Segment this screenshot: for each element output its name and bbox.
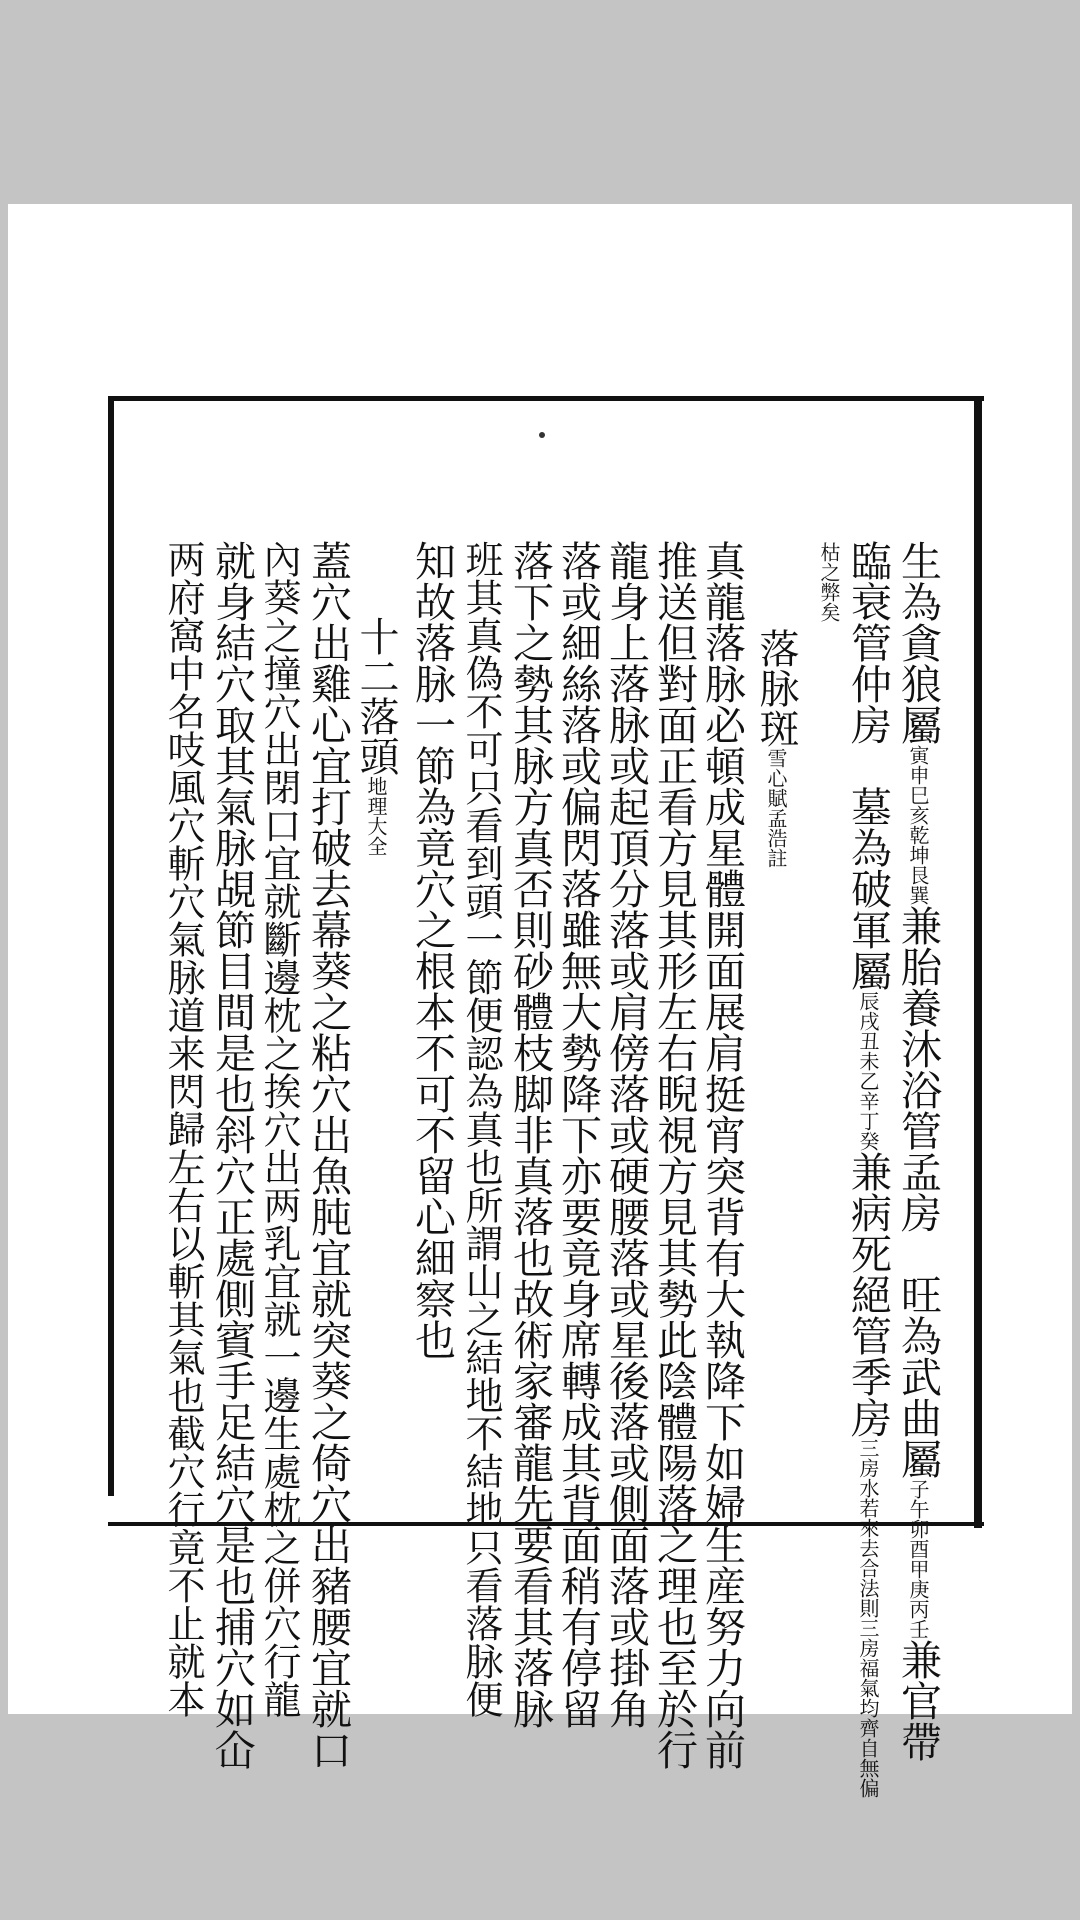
inline-note: 子午卯酉甲庚丙壬 <box>906 1479 930 1639</box>
column-text: 班其真偽不可只看到頭一節便認為真也所謂山之結地不結地只看落脉便 <box>459 540 503 1718</box>
column-text: 生為貪狼屬 <box>894 540 942 745</box>
column-text: 就身結穴取其氣脉覘節目間是也斜穴正處側賓手足結穴是也捕穴如仚 <box>208 540 256 1770</box>
text-column-5 <box>700 540 744 1770</box>
column-text: 兼官帶 <box>894 1639 942 1762</box>
section-title: 落脉斑 <box>753 628 799 748</box>
text-column-16 <box>162 540 203 1718</box>
text-column-3 <box>818 542 840 622</box>
text-column-7 <box>604 540 648 1729</box>
text-column-11 <box>410 540 454 1360</box>
column-text: 內葵之撞穴出閉口宜就斷邊枕之挨穴出两乳宜就一邊生處枕之併穴行龍 <box>257 540 301 1718</box>
section-heading-2 <box>354 616 398 856</box>
column-text: 落或細絲落或偏閃落雖無大勢降下亦要竟身席轉成其背面稍有停留 <box>554 540 602 1729</box>
column-text: 兼胎養沐浴管孟房 旺為武曲屬 <box>894 905 942 1479</box>
inline-note: 寅申巳亥乾坤艮巽 <box>906 745 930 905</box>
inline-note: 枯之弊矣 <box>817 542 841 622</box>
text-column-15 <box>210 540 254 1770</box>
text-column-9 <box>508 540 552 1729</box>
section-heading-1 <box>754 628 798 868</box>
text-column-13 <box>306 540 350 1770</box>
section-author: 雪心賦孟浩註 <box>764 748 788 868</box>
inline-note: 辰戌丑未乙辛丁癸 <box>856 991 880 1151</box>
frame-top-border <box>108 396 984 401</box>
column-text: 推送但對面正看方見其形左右睨視方見其勢此陰體陽落之理也至於行 <box>650 540 698 1770</box>
column-text: 两府窩中名吱風穴斬穴氣脉道来閃歸左右以斬其氣也截穴行竟不止就本 <box>161 540 205 1718</box>
column-text: 臨衰管仲房 墓為破軍屬 <box>844 540 892 991</box>
column-text: 知故落脉一節為竟穴之根本不可不留心細察也 <box>408 540 456 1360</box>
text-column-1 <box>896 540 940 1762</box>
text-column-2 <box>846 540 890 1798</box>
column-text: 蓋穴出雞心宜打破去幕葵之粘穴出魚肫宜就突葵之倚穴出豬腰宜就口 <box>304 540 352 1770</box>
column-text: 真龍落脉必頓成星體開面展肩挺宵突背有大執降下如婦生産努力向前 <box>698 540 746 1770</box>
text-column-6 <box>652 540 696 1770</box>
column-text: 龍身上落脉或起頂分落或肩傍落或硬腰落或星後落或側面落或掛角 <box>602 540 650 1729</box>
text-column-8 <box>556 540 600 1729</box>
frame-right-border <box>974 396 982 1528</box>
text-column-14 <box>258 540 299 1718</box>
section-author: 地理大全 <box>364 776 388 856</box>
column-text: 兼病死絕管季房 <box>844 1151 892 1438</box>
text-column-10 <box>460 540 501 1718</box>
page-mark <box>539 432 545 438</box>
column-text: 落下之勢其脉方真否則砂體枝脚非真落也故術家審龍先要看其落脉 <box>506 540 554 1729</box>
section-title: 十二落頭 <box>353 616 399 776</box>
frame-left-border <box>108 396 114 1496</box>
inline-note: 三房水若來去合法則三房福氣均齊自無偏 <box>856 1438 880 1798</box>
